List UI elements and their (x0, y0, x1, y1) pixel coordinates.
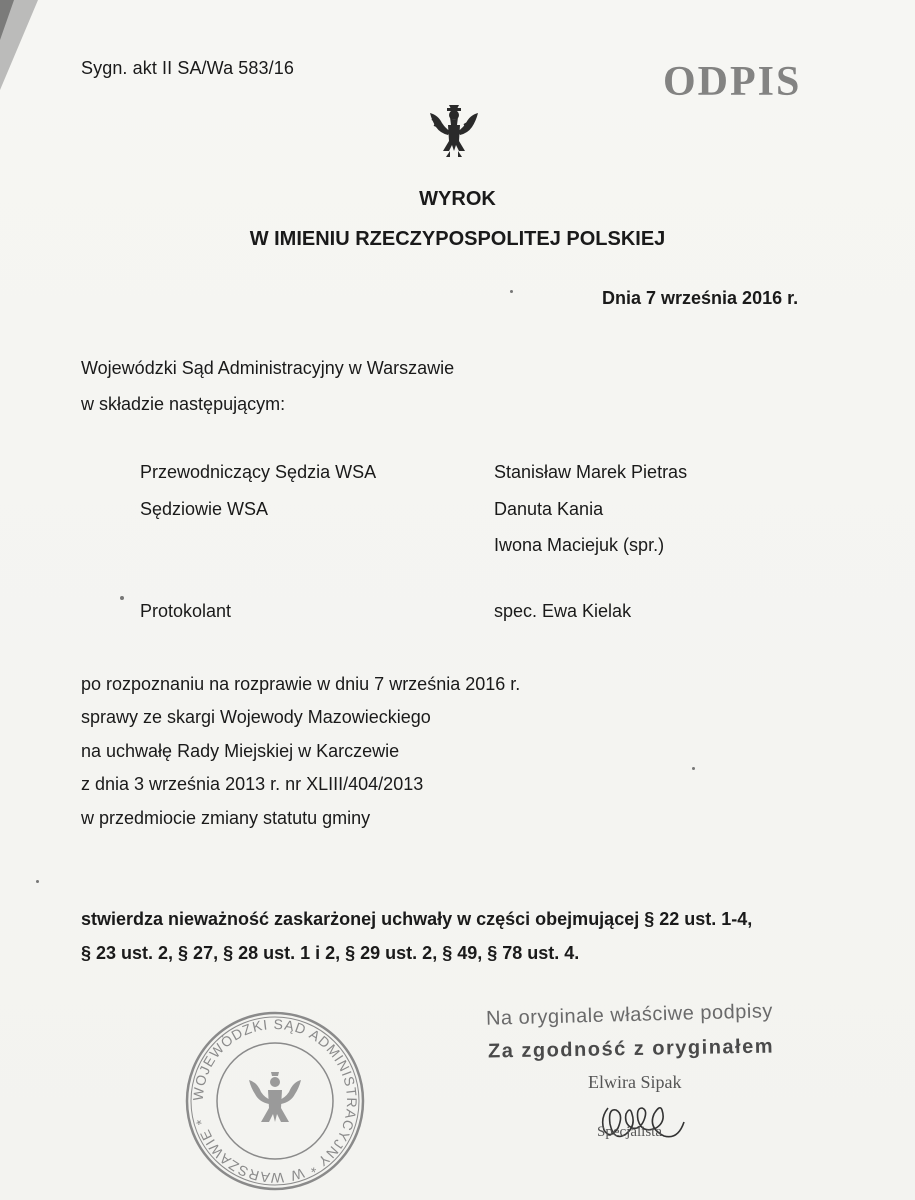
copy-stamp: ODPIS (663, 59, 802, 105)
panel-role-presiding: Przewodniczący Sędzia WSA (140, 462, 377, 482)
panel-name-judge-1: Danuta Kania (494, 499, 604, 519)
case-signature: Sygn. akt II SA/Wa 583/16 (81, 58, 294, 78)
case-line: na uchwałę Rady Miejskiej w Karczewie (81, 741, 400, 761)
signer-name: Elwira Sipak (588, 1072, 682, 1092)
judgment-date: Dnia 7 września 2016 r. (602, 288, 799, 308)
scan-speck (510, 290, 513, 293)
panel-name-presiding: Stanisław Marek Pietras (494, 462, 688, 482)
panel-name-clerk: spec. Ewa Kielak (494, 601, 632, 621)
case-line: w przedmiocie zmiany statutu gminy (81, 808, 371, 828)
conformity-stamp: Za zgodność z oryginałem (487, 1035, 775, 1063)
case-line: po rozpoznaniu na rozprawie w dniu 7 września 2016 r. (81, 674, 521, 694)
panel-name-judge-2: Iwona Maciejuk (spr.) (494, 535, 665, 555)
original-signatures-note: Na oryginale właściwe podpisy (485, 1000, 774, 1030)
court-seal-stamp (182, 1008, 368, 1194)
case-line: sprawy ze skargi Wojewody Mazowieckiego (81, 707, 431, 727)
verdict-line: § 23 ust. 2, § 27, § 28 ust. 1 i 2, § 29 ust. 2, § 49, § 78 ust. 4. (81, 943, 580, 963)
panel-role-clerk: Protokolant (140, 601, 232, 621)
signer-role: Specjalista (597, 1124, 662, 1140)
document-title: WYROK (419, 188, 496, 210)
document-subtitle: W IMIENIU RZECZYPOSPOLITEJ POLSKIEJ (249, 228, 666, 250)
page-corner-fold (0, 0, 14, 40)
scan-speck (692, 767, 695, 770)
panel-role-judges: Sędziowie WSA (140, 499, 269, 519)
seal-text: WOJEWÓDZKI SĄD ADMINISTRACYJNY * W WARSZAWIE * (189, 1015, 361, 1187)
case-line: z dnia 3 września 2013 r. nr XLIII/404/2013 (81, 774, 424, 794)
scan-speck (36, 880, 39, 883)
scan-speck (120, 596, 124, 600)
verdict-line: stwierdza nieważność zaskarżonej uchwały w części obejmującej § 22 ust. 1-4, (81, 909, 753, 929)
court-name: Wojewódzki Sąd Administracyjny w Warszawie (81, 358, 455, 378)
polish-eagle-emblem-icon (428, 103, 480, 159)
panel-intro: w składzie następującym: (81, 394, 286, 414)
